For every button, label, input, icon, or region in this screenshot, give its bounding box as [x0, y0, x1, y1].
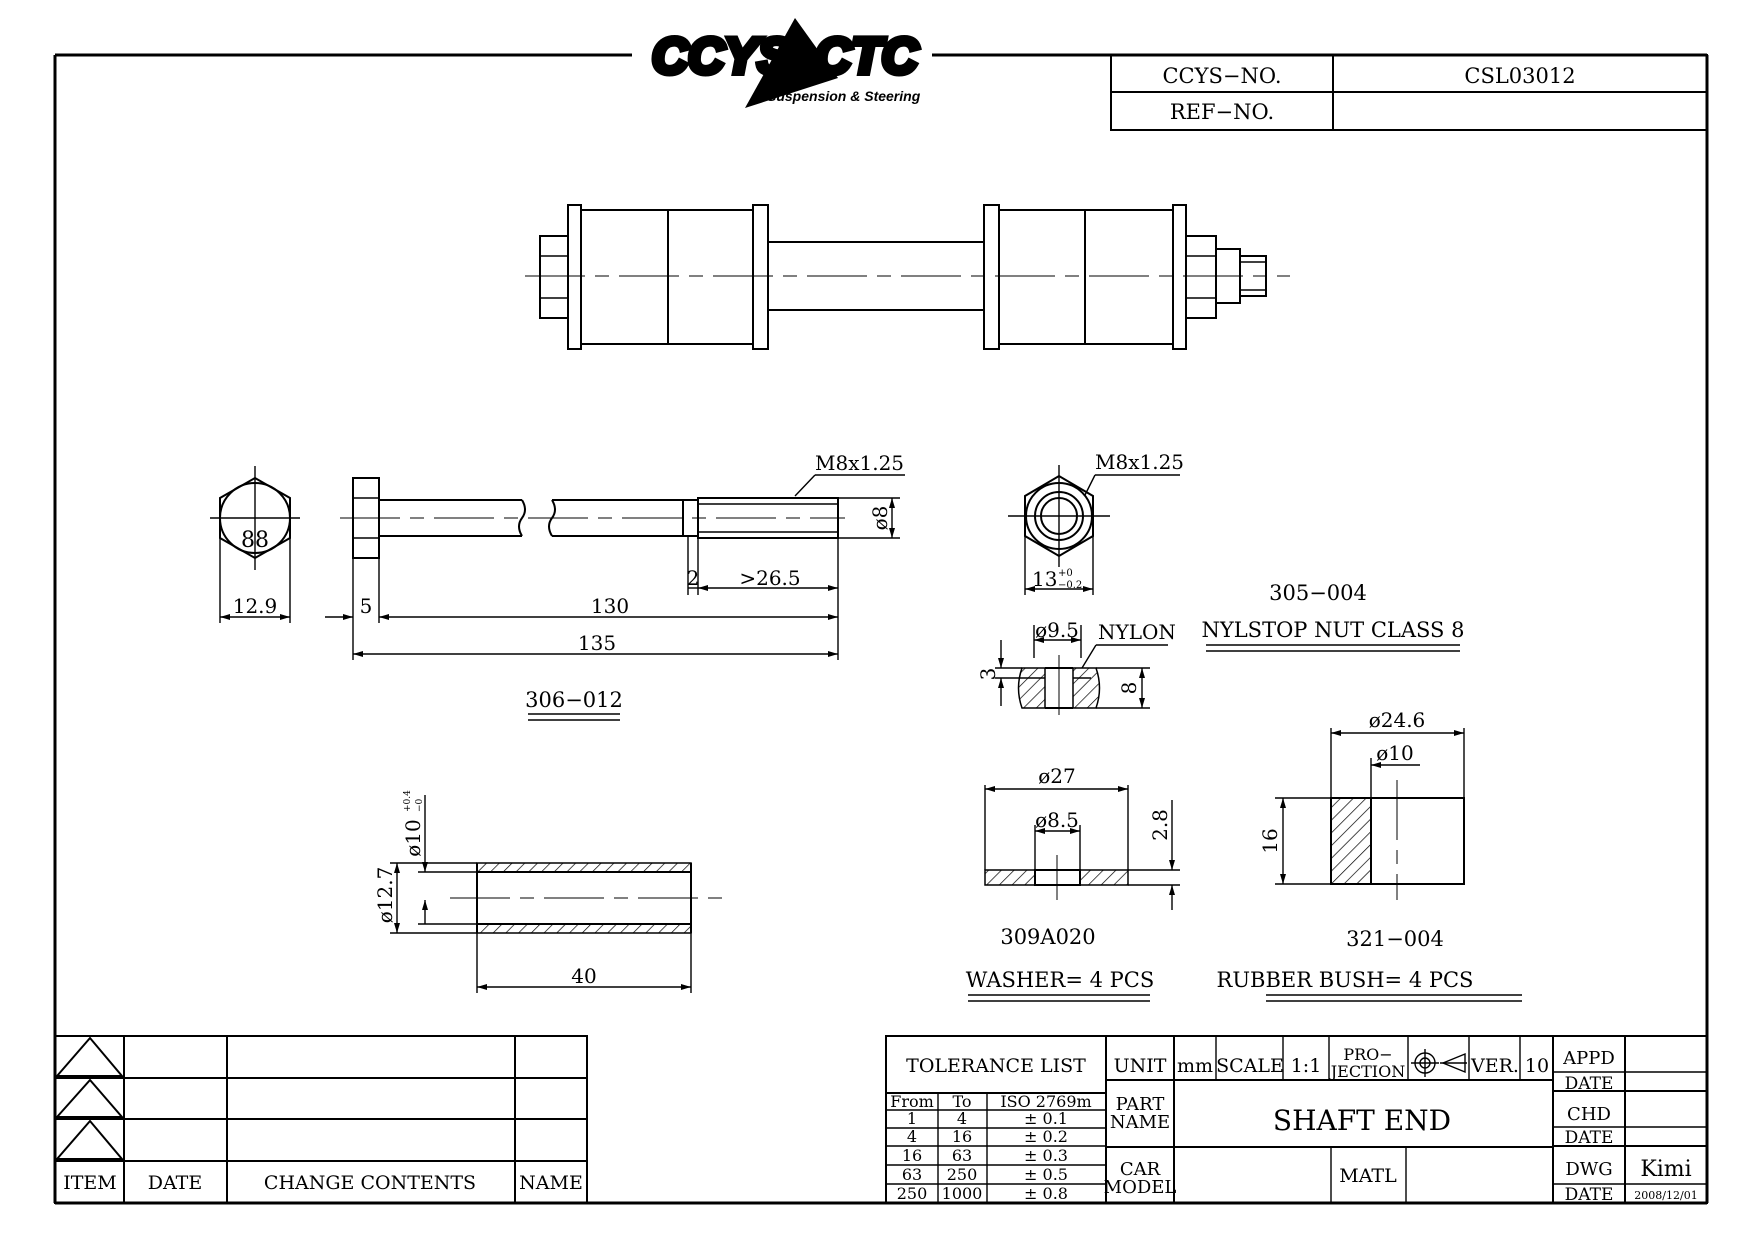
bolt-diameter: ø8 [868, 505, 892, 531]
bush-view [1217, 708, 1522, 1001]
nut-insert-height: 3 [976, 667, 1000, 681]
sleeve-view [373, 790, 722, 993]
tol-row-to: 250 [946, 1165, 978, 1184]
bolt-across-flats: 12.9 [232, 594, 278, 618]
appd-label: APPD [1563, 1048, 1615, 1069]
nut-inner-dia: ø9.5 [1035, 618, 1079, 642]
washer-part-no: 309A020 [1000, 925, 1096, 949]
tol-row-from: 250 [896, 1184, 928, 1203]
tol-header-from: From [890, 1092, 934, 1111]
logo-tagline: Suspension & Steering [767, 88, 921, 104]
tol-row-to: 63 [951, 1146, 973, 1165]
dwg-value: Kimi [1640, 1157, 1692, 1182]
bolt-thread-label: M8x1.25 [815, 451, 905, 475]
bolt-part-no: 306−012 [525, 688, 623, 712]
assembly-view [525, 205, 1290, 349]
title-block [886, 1036, 1707, 1205]
nut-height: 8 [1117, 681, 1141, 695]
tol-row-value: ± 0.2 [1024, 1127, 1068, 1146]
nut-view [976, 450, 1464, 720]
rev-header-date: DATE [147, 1172, 203, 1194]
rev-header-name: NAME [519, 1172, 583, 1194]
projection-label-1: PRO− [1343, 1045, 1393, 1064]
sleeve-inner-dia: ø10 [401, 819, 425, 857]
ver-value: 10 [1524, 1055, 1550, 1077]
sleeve-inner-tol-upper: +0.4 [403, 790, 413, 812]
part-name-label-1: PART [1115, 1094, 1165, 1115]
part-name-label-2: NAME [1109, 1112, 1171, 1133]
tol-row-to: 16 [951, 1127, 973, 1146]
nut-width-tol-upper: +0 [1058, 568, 1073, 579]
unit-label: UNIT [1113, 1055, 1167, 1077]
tol-row-value: ± 0.1 [1024, 1109, 1068, 1128]
sleeve-length: 40 [571, 964, 597, 988]
tol-row-value: ± 0.8 [1024, 1184, 1068, 1203]
bush-inner-dia: ø10 [1376, 741, 1414, 765]
tol-row-to: 4 [956, 1109, 968, 1128]
part-name-value: SHAFT END [1272, 1104, 1452, 1137]
nut-thread-label: M8x1.25 [1095, 450, 1185, 474]
bush-outer-dia: ø24.6 [1368, 708, 1426, 732]
tol-row-value: ± 0.5 [1024, 1165, 1068, 1184]
logo-brand-right: CTC [815, 28, 918, 84]
rev-header-item: ITEM [63, 1172, 117, 1194]
tol-row-from: 1 [906, 1109, 918, 1128]
tolerance-title: TOLERANCE LIST [906, 1055, 1086, 1077]
projection-label-2: JECTION [1330, 1062, 1406, 1081]
nut-insert-label: NYLON [1098, 620, 1176, 644]
bolt-length-under-head: 130 [590, 594, 630, 618]
unit-value: mm [1176, 1055, 1214, 1077]
washer-thickness: 2.8 [1148, 809, 1172, 841]
nut-width: 13 [1032, 567, 1058, 591]
tol-header-to: To [952, 1092, 972, 1111]
ccys-no-value: CSL03012 [1464, 64, 1576, 88]
dwg-date-label: DATE [1564, 1185, 1614, 1205]
bolt-neck: 2 [686, 566, 700, 590]
washer-view [966, 764, 1180, 1001]
bush-length: 16 [1258, 828, 1282, 854]
tol-row-from: 16 [901, 1146, 923, 1165]
revision-table [55, 1036, 587, 1203]
bolt-view [210, 451, 905, 720]
appd-date-label: DATE [1564, 1074, 1614, 1094]
nut-width-tol-lower: −0.2 [1058, 580, 1083, 591]
projection-symbol-icon [1411, 1049, 1467, 1077]
sleeve-outer-dia: ø12.7 [373, 866, 397, 924]
tol-row-from: 63 [901, 1165, 923, 1184]
matl-label: MATL [1339, 1165, 1397, 1187]
scale-label: SCALE [1216, 1055, 1284, 1077]
washer-inner-dia: ø8.5 [1035, 808, 1079, 832]
logo-brand-left: CCYS [652, 28, 791, 84]
bush-title: RUBBER BUSH= 4 PCS [1216, 968, 1474, 992]
scale-value: 1:1 [1290, 1055, 1322, 1077]
tol-row-to: 1000 [941, 1184, 983, 1203]
ref-no-label: REF−NO. [1169, 100, 1275, 124]
rev-header-change: CHANGE CONTENTS [263, 1172, 477, 1194]
washer-title: WASHER= 4 PCS [965, 968, 1155, 992]
chd-date-label: DATE [1564, 1128, 1614, 1148]
nut-title: NYLSTOP NUT CLASS 8 [1201, 618, 1465, 642]
car-model-label-2: MODEL [1103, 1177, 1177, 1198]
tol-row-from: 4 [906, 1127, 918, 1146]
dwg-date-value: 2008/12/01 [1634, 1189, 1698, 1202]
chd-label: CHD [1567, 1104, 1611, 1125]
sleeve-inner-tol-lower: −0 [415, 798, 425, 812]
header-table [1111, 55, 1707, 130]
car-model-label-1: CAR [1119, 1159, 1161, 1180]
washer-outer-dia: ø27 [1038, 764, 1076, 788]
bolt-thread-length: >26.5 [739, 566, 801, 590]
bolt-head-height: 5 [359, 594, 373, 618]
tol-header-iso: ISO 2769m [1000, 1092, 1092, 1111]
bush-part-no: 321−004 [1346, 927, 1444, 951]
ver-label: VER. [1471, 1055, 1519, 1077]
bolt-head-dim: 88 [241, 528, 269, 553]
nut-part-no: 305−004 [1269, 581, 1367, 605]
tol-row-value: ± 0.3 [1024, 1146, 1068, 1165]
company-logo [652, 18, 921, 108]
bolt-total-length: 135 [577, 631, 617, 655]
ccys-no-label: CCYS−NO. [1162, 64, 1282, 88]
dwg-label: DWG [1565, 1159, 1613, 1180]
